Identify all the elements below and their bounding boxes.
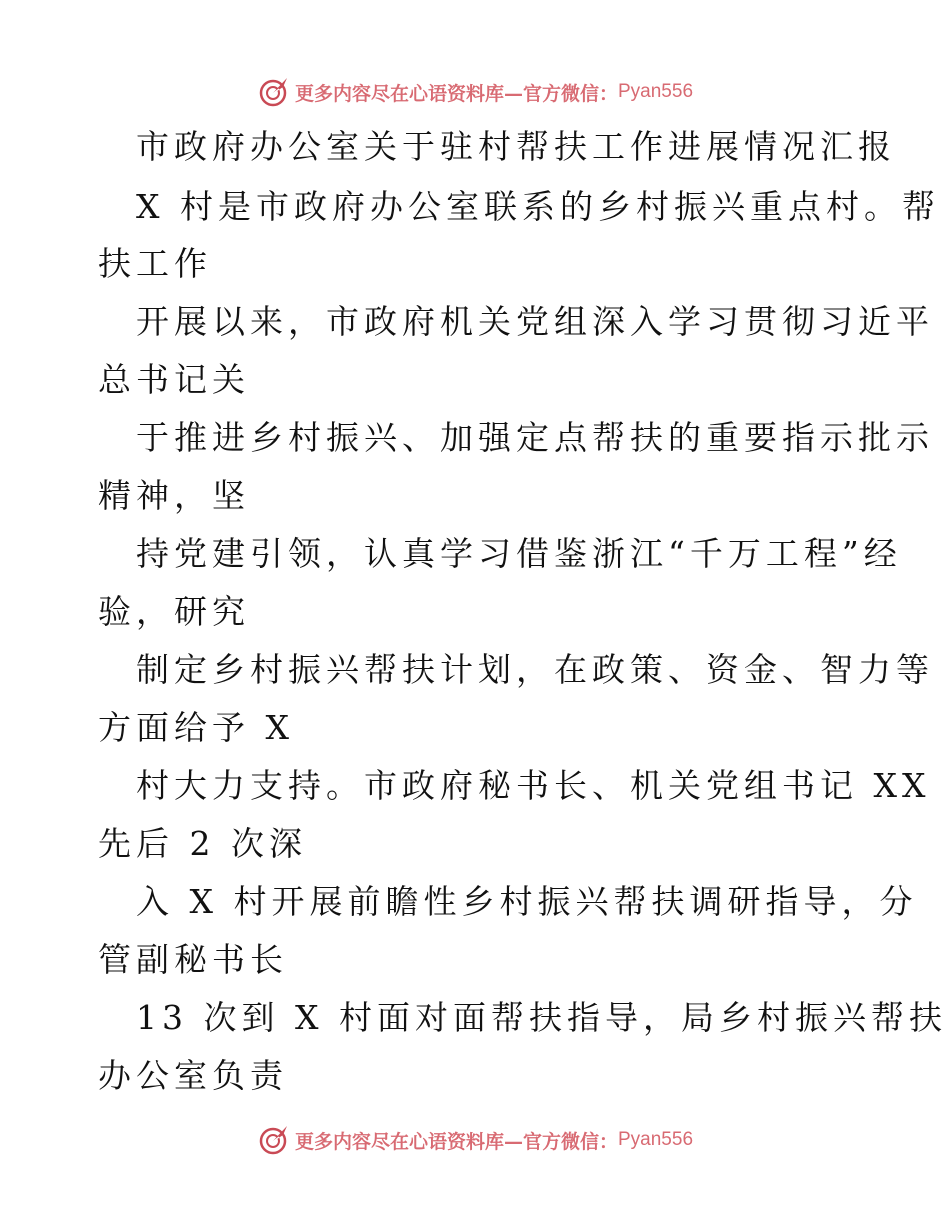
paragraph-line: 持党建引领，认真学习借鉴浙江“千万工程”经	[136, 534, 902, 573]
paragraph-line: 制定乡村振兴帮扶计划，在政策、资金、智力等	[136, 650, 934, 689]
paragraph-line: 方面给予 X	[98, 708, 294, 747]
paragraph-line: X 村是市政府办公室联系的乡村振兴重点村。帮	[136, 187, 940, 226]
paragraph-line: 入 X 村开展前瞻性乡村振兴帮扶调研指导，分	[136, 882, 918, 921]
paragraph-line: 精神，坚	[98, 476, 250, 515]
paragraph-line: 办公室负责	[98, 1056, 288, 1095]
paragraph-line: 验，研究	[98, 592, 250, 631]
document-title: 市政府办公室关于驻村帮扶工作进展情况汇报	[136, 127, 896, 166]
paragraph-line: 总书记关	[98, 360, 250, 399]
paragraph-line: 扶工作	[98, 244, 212, 283]
paragraph-line: 13 次到 X 村面对面帮扶指导，局乡村振兴帮扶	[136, 998, 947, 1037]
paragraph-line: 村大力支持。市政府秘书长、机关党组书记 XX	[136, 766, 931, 805]
paragraph-line: 于推进乡村振兴、加强定点帮扶的重要指示批示	[136, 418, 934, 457]
watermark-footer	[0, 1120, 950, 1160]
watermark-header	[0, 72, 950, 112]
quill-logo-icon	[257, 1123, 291, 1157]
paragraph-line: 开展以来，市政府机关党组深入学习贯彻习近平	[136, 302, 934, 341]
watermark-wechat-id: Pyan556	[618, 1129, 694, 1150]
quill-logo-icon	[257, 75, 291, 109]
paragraph-line: 管副秘书长	[98, 940, 288, 979]
watermark-wechat-id: Pyan556	[618, 81, 694, 102]
paragraph-line: 先后 2 次深	[98, 824, 307, 863]
watermark-text: 更多内容尽在心语资料库—官方微信：	[294, 1130, 618, 1153]
watermark-text: 更多内容尽在心语资料库—官方微信：	[294, 82, 618, 105]
